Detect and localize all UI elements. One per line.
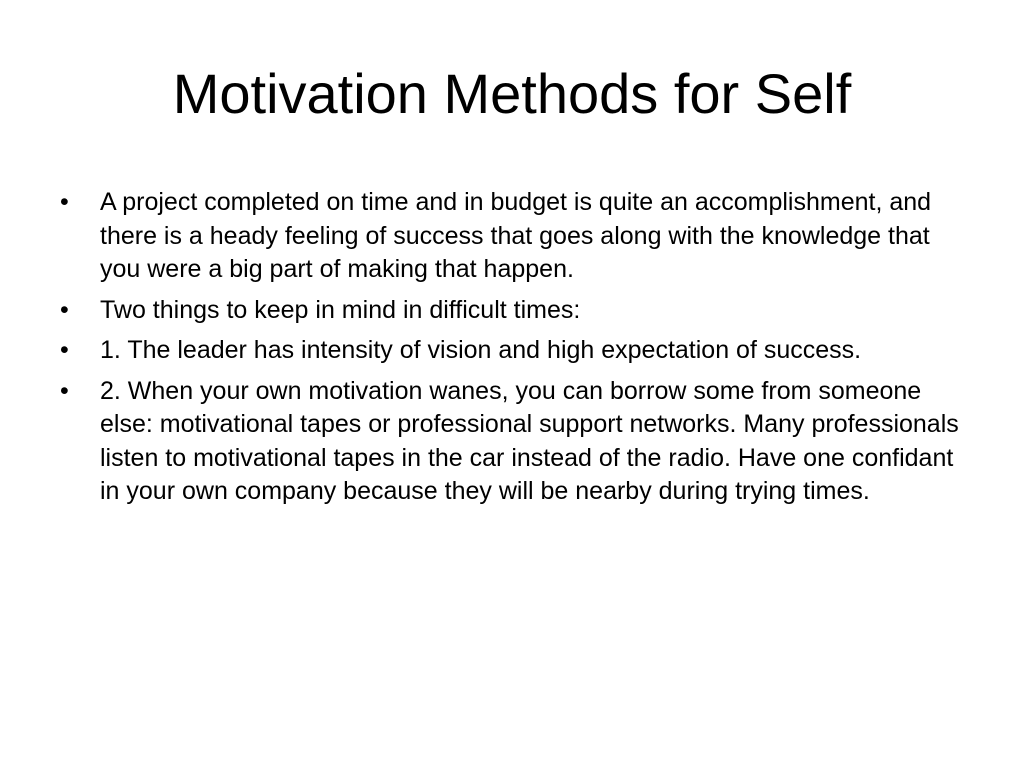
- bullet-icon: •: [60, 188, 69, 216]
- bullet-text: 1. The leader has intensity of vision and high expectation of success.: [100, 336, 862, 364]
- slide-title: Motivation Methods for Self: [172, 62, 852, 125]
- bullet-icon: •: [60, 295, 69, 324]
- bullet-text: Two things to keep in mind in difficult times:: [100, 295, 581, 324]
- bullet-icon: •: [60, 336, 69, 364]
- bullet-item: [60, 186, 960, 287]
- bullet-item: [60, 294, 960, 328]
- bullet-item: [60, 334, 960, 368]
- bullet-icon: •: [60, 376, 69, 405]
- bullet-item: [60, 375, 960, 509]
- bullet-list: [60, 186, 960, 516]
- bullet-text: 2. When your own motivation wanes, you can borrow some from someone else: motivational tapes or professional support networks. Many professionals listen to motivational tapes in the car instead of the radio. Have one confidant in your own company because they will be nearby during trying times.: [100, 376, 959, 505]
- bullet-text: A project completed on time and in budget is quite an accomplishment, and there is a heady feeling of success that goes along with the knowledge that you were a big part of making that happen.: [100, 188, 932, 283]
